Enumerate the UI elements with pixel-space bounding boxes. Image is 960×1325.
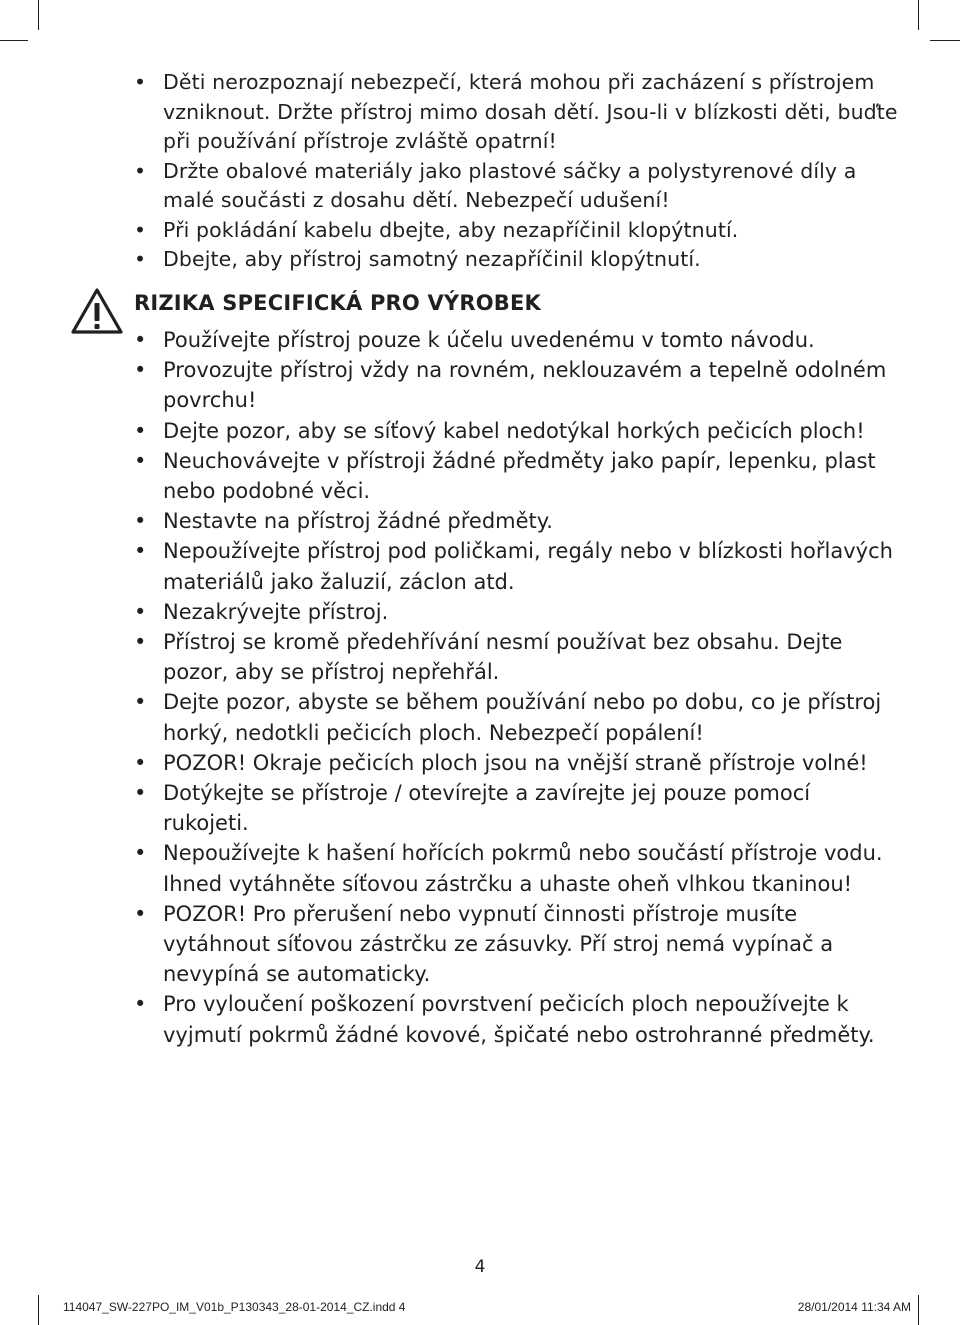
list-item: • Dejte pozor, abyste se během používání nebo po dobu, co je přístroj horký, nedotkli pečicích ploch. Nebezpečí popálení! [0,687,960,747]
bullet: • [134,247,147,271]
bullet: • [134,217,147,242]
list-item: • Provozujte přístroj vždy na rovném, neklouzavém a tepelně odolném povrchu! [0,355,960,415]
bullet: • [134,750,147,775]
bullet: • [134,781,147,806]
list-item: • Nestavte na přístroj žádné předměty. [0,506,960,536]
bullet: • [134,690,147,715]
page-number: 4 [474,1257,486,1277]
footer-filename: 114047_SW-227PO_IM_V01b_P130343_28-01-2014_CZ.indd 4 [63,1300,406,1314]
list-item: • Přístroj se kromě předehřívání nesmí používat bez obsahu. Dejte pozor, aby se přístroj nepřehřál. [0,627,960,687]
list-item: • Nepoužívejte k hašení hořících pokrmů nebo součástí přístroje vodu. Ihned vytáhněte síťovou zástrčku a uhaste oheň vlhkou tkaninou! [0,838,960,898]
crop-mark-top-left [38,0,39,30]
bullet: • [134,992,147,1017]
list-item: • Dejte pozor, aby se síťový kabel nedotýkal horkých pečicích ploch! [0,416,960,446]
bullet: • [134,901,147,926]
list-item: • POZOR! Pro přerušení nebo vypnutí činnosti přístroje musíte vytáhnout síťovou zástrčku ze zásuvky. Pří stroj nemá vypínač a nevypíná se automaticky. [0,899,960,990]
list-item: • Nepoužívejte přístroj pod poličkami, regály nebo v blízkosti hořlavých materiálů jako žaluzií, záclon atd. [0,536,960,596]
list-item: • Pro vyloučení poškození povrstvení pečicích ploch nepoužívejte k vyjmutí pokrmů žádné kovové, špičaté nebo ostrohranné předměty. [0,989,960,1049]
list-item: • Dotýkejte se přístroje / otevírejte a zavírejte jej pouze pomocí rukojeti. [0,778,960,838]
product-risks-list [0,325,960,1050]
list-item: • Neuchovávejte v přístroji žádné předměty jako papír, lepenku, plast nebo podobné věci. [0,446,960,506]
bullet: • [134,841,147,866]
bullet: • [134,158,147,183]
footer-timestamp: 28/01/2014 11:34 AM [797,1300,911,1314]
bullet: • [134,70,147,94]
bullet: • [134,599,147,624]
bullet: • [134,358,147,383]
bullet: • [134,448,147,473]
bullet: • [134,539,147,564]
list-item: • Při pokládání kabelu dbejte, aby nezapříčinil klopýtnutí. [0,216,960,246]
bullet: • [134,630,147,655]
list-item: • POZOR! Okraje pečicích ploch jsou na vnější straně přístroje volné! [0,748,960,778]
crop-mark-bottom-left [38,1295,39,1325]
bullet: • [134,509,147,534]
crop-mark-top-right-h [930,40,960,41]
general-safety-list [0,68,960,275]
bullet: • [134,418,147,443]
crop-mark-bottom-right [918,1295,919,1325]
list-item: • Děti nerozpoznají nebezpečí, která mohou při zacházení s přístrojem vzniknout. Držte přístroj mimo dosah dětí. Jsou-li v blízkosti děti, buďte při používání přístroje zvláště opatrní! [134,70,898,153]
crop-mark-top-right [918,0,919,30]
list-item: • Nezakrývejte přístroj. [0,597,960,627]
bullet: • [134,328,147,352]
list-item: • Držte obalové materiály jako plastové sáčky a polystyrenové díly a malé součásti z dosahu dětí. Nebezpečí udušení! [134,158,857,212]
crop-mark-top-left-h [0,40,28,41]
list-item: • Používejte přístroj pouze k účelu uvedenému v tomto návodu. [0,325,960,355]
list-item: • Dbejte, aby přístroj samotný nezapříčinil klopýtnutí. [0,245,960,275]
section-heading: RIZIKA SPECIFICKÁ PRO VÝROBEK [134,291,541,315]
